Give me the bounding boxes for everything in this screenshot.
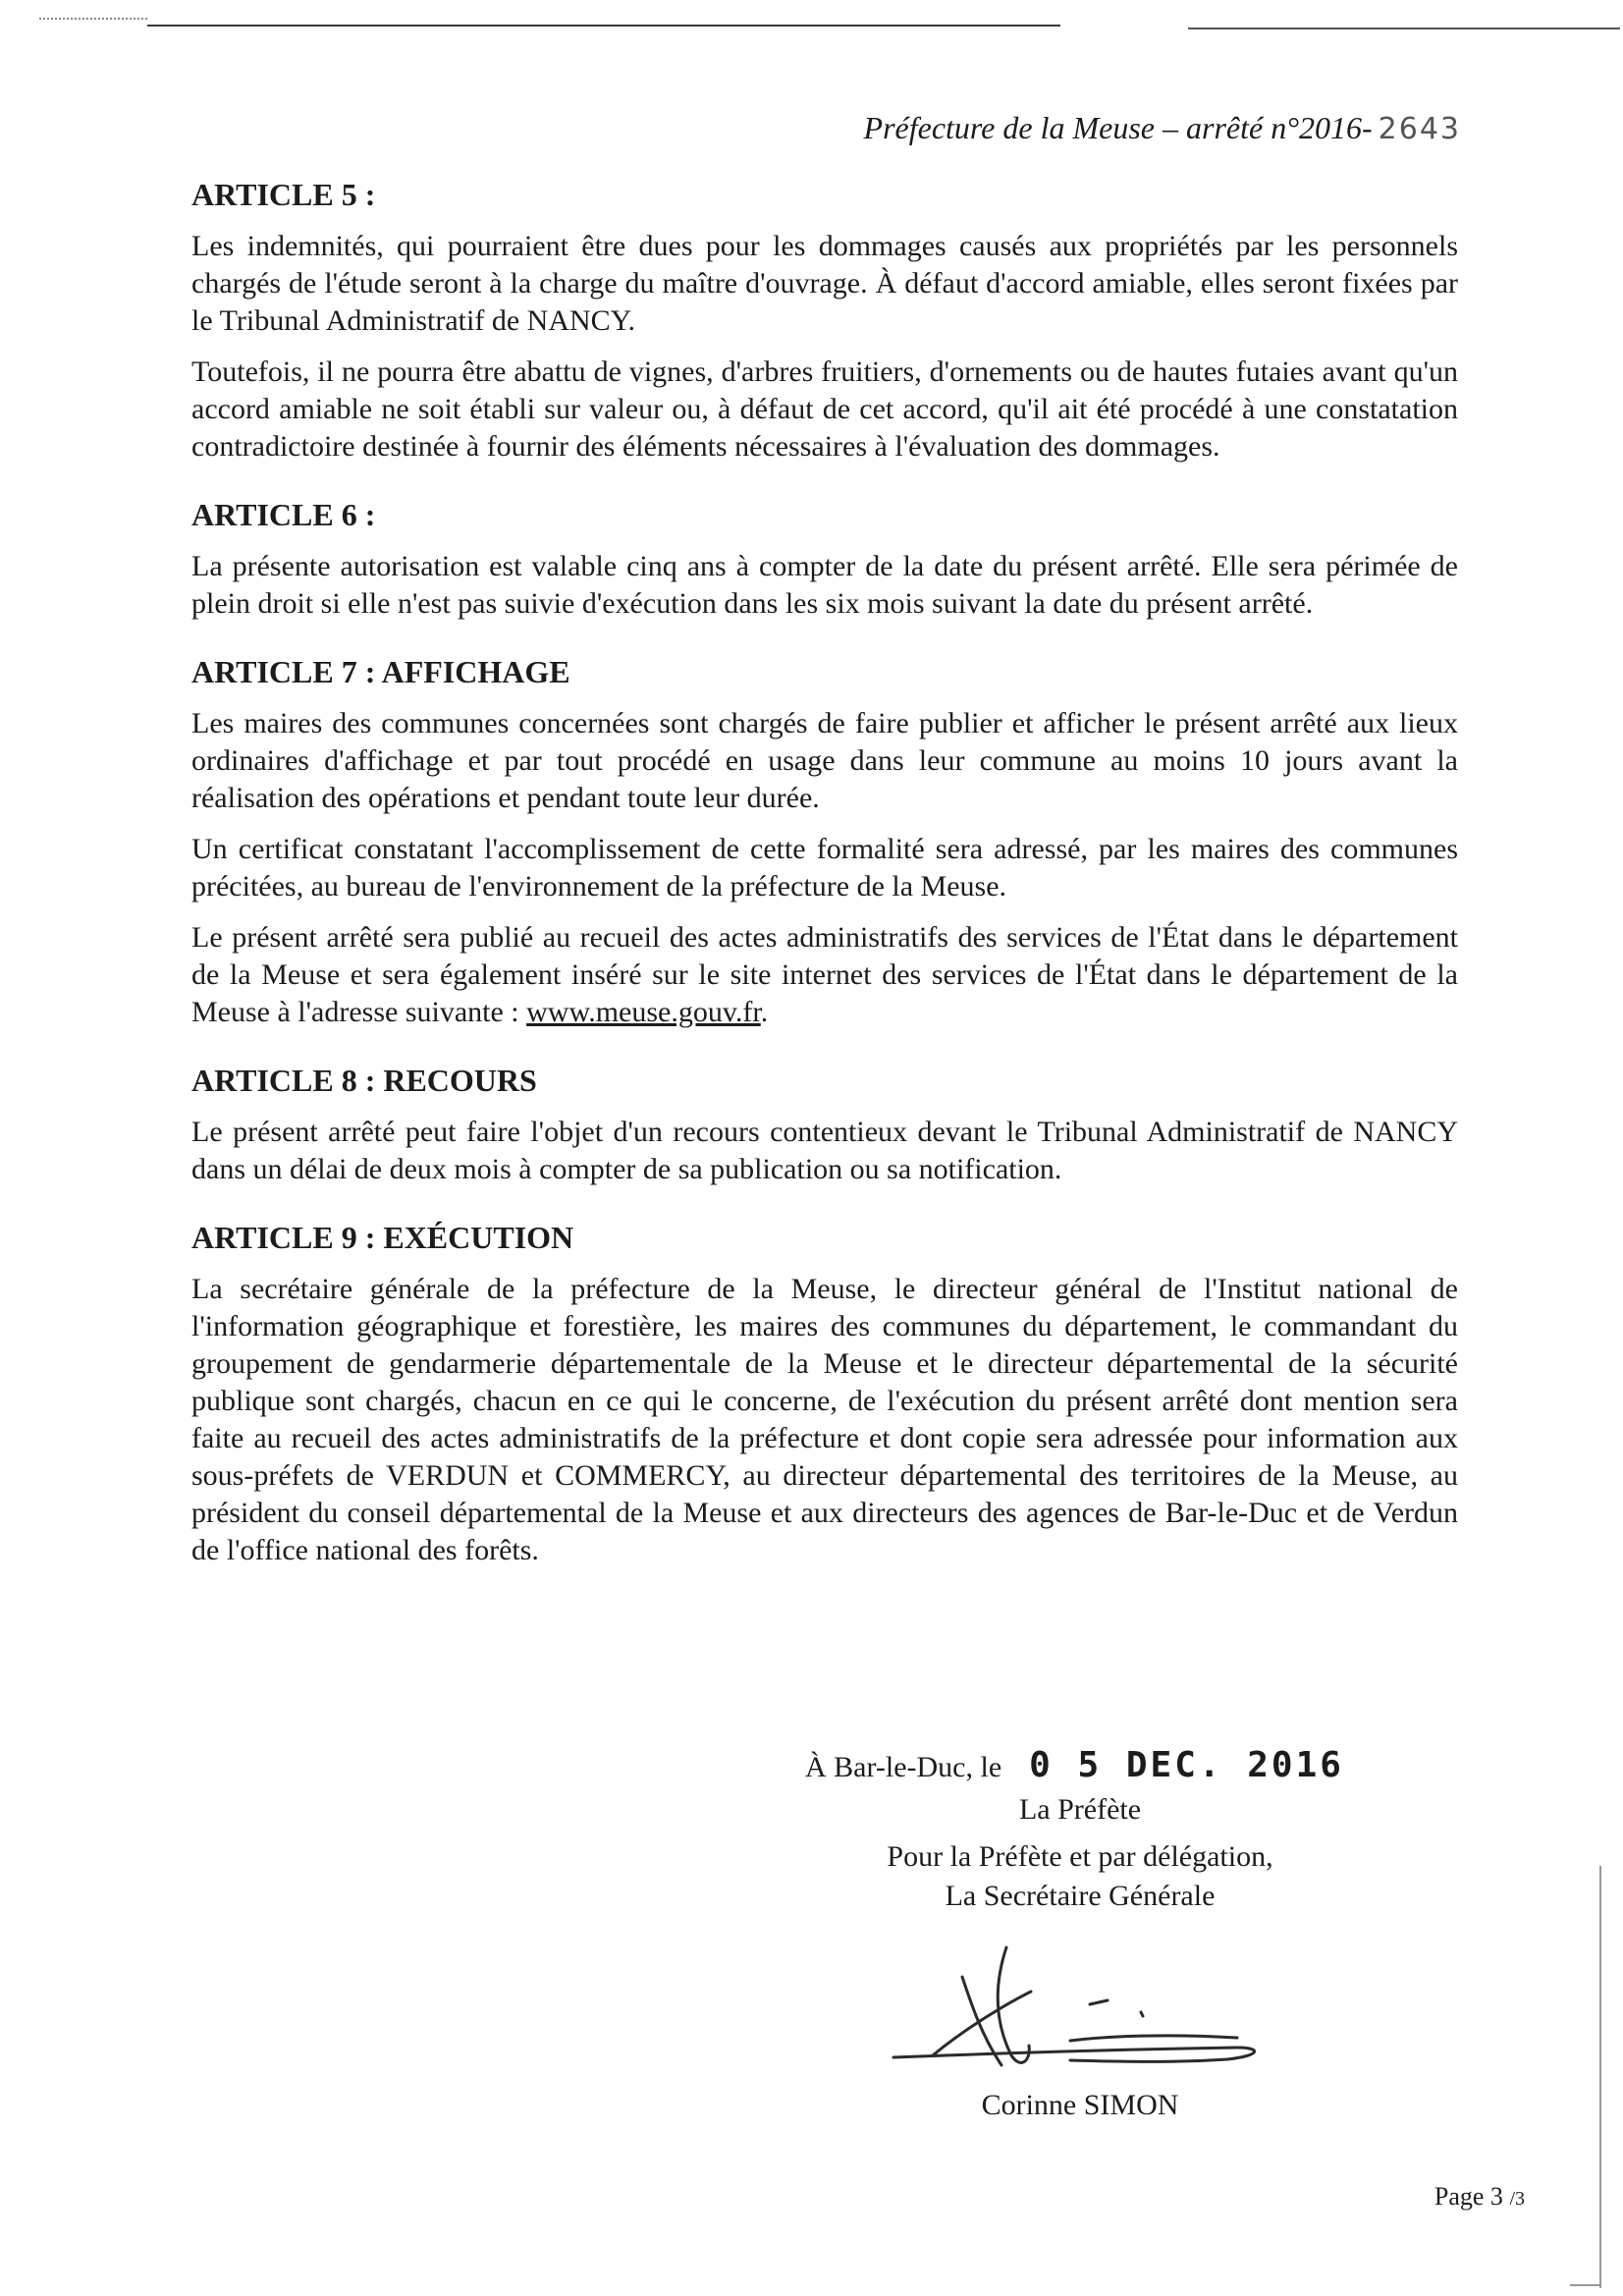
scan-artifact: [1599, 1866, 1601, 2288]
website-link[interactable]: www.meuse.gouv.fr: [526, 996, 761, 1028]
place: À Bar-le-Duc, le: [805, 1751, 1002, 1783]
article-5: [191, 175, 1458, 465]
article-8: [191, 1061, 1458, 1188]
place-date: [805, 1743, 1355, 1790]
delegation-line: La Secrétaire Générale: [945, 1880, 1216, 1912]
article-paragraph: Toutefois, il ne pourra être abattu de vignes, d'arbres fruitiers, d'ornements ou de hautes futaies avant qu'un accord amiable ne soit établi sur valeur ou, à défaut de cet accord, qu'il ait été procédé à une constatation contradictoire destinée à fournir des éléments nécessaires à l'évaluation des dommages.: [191, 355, 1458, 463]
handwritten-number: 2643: [1378, 112, 1461, 146]
paragraph-text: .: [760, 996, 769, 1028]
page-total: /3: [1509, 2188, 1525, 2210]
article-paragraph: Le présent arrêté peut faire l'objet d'un recours contentieux devant le Tribunal Administratif de NANCY dans un délai de deux mois à compter de sa publication ou sa notification.: [191, 1116, 1458, 1185]
article-7: [191, 652, 1458, 1031]
page-number: [1434, 2182, 1525, 2212]
article-title: ARTICLE 5 :: [191, 177, 376, 212]
article-paragraph: Les indemnités, qui pourraient être dues pour les dommages causés aux propriétés par les personnels chargés de l'étude seront à la charge du maître d'ouvrage. À défaut d'accord amiable, elles seront fixées par le Tribunal Administratif de NANCY.: [191, 230, 1458, 337]
scan-artifact: [1570, 2284, 1601, 2286]
article-title: ARTICLE 8 : RECOURS: [191, 1063, 537, 1098]
scan-artifact: [147, 25, 1060, 27]
article-paragraph: Les maires des communes concernées sont chargés de faire publier et afficher le présent arrêté aux lieux ordinaires d'affichage et par tout procédé en usage dans leur commune au moins 10 jours avant la réalisation des opérations et pendant toute leur durée.: [191, 707, 1458, 814]
page-header: [864, 110, 1461, 146]
article-paragraph: La secrétaire générale de la préfecture de la Meuse, le directeur général de l'Institut national de l'information géographique et forestière, les maires des communes du département, le commandant du groupement de gendarmerie départementale de la Meuse et le directeur départemental de la sécurité publique sont chargés, chacun en ce qui le concerne, de l'exécution du présent arrêté dont mention sera faite au recueil des actes administratifs de la préfecture et dont copie sera adressée pour information aux sous-préfets de VERDUN et COMMERCY, au directeur départemental des territoires de la Meuse, au président du conseil départemental de la Meuse et aux directeurs des agences de Bar-le-Duc et de Verdun de l'office national des forêts.: [191, 1273, 1458, 1566]
date-stamp: 0 5 DEC. 2016: [1029, 1745, 1344, 1785]
article-9: [191, 1218, 1458, 1569]
signer-role: La Préfète: [1018, 1793, 1142, 1826]
paragraph-text: Le présent arrêté sera publié au recueil des actes administratifs des services de l'État dans le département de la Meuse et sera également inséré sur le site internet des services de l'État dans le département de la Meuse à l'adresse suivante :: [191, 921, 1458, 1028]
article-6: [191, 495, 1458, 623]
signer-name: Corinne SIMON: [981, 2089, 1179, 2121]
scan-artifact: [1188, 27, 1620, 29]
signature-block: [805, 1743, 1355, 2122]
article-title: ARTICLE 7 : AFFICHAGE: [191, 654, 570, 689]
article-paragraph: [191, 919, 1458, 1031]
article-paragraph: Un certificat constatant l'accomplissement de cette formalité sera adressé, par les maires des communes précitées, au bureau de l'environnement de la préfecture de la Meuse.: [191, 833, 1458, 902]
scan-artifact: [39, 18, 147, 22]
handwritten-signature: [874, 1938, 1286, 2085]
article-title: ARTICLE 9 : EXÉCUTION: [191, 1220, 574, 1255]
delegation-line: Pour la Préfète et par délégation,: [887, 1840, 1273, 1873]
article-paragraph: La présente autorisation est valable cinq ans à compter de la date du présent arrêté. Elle sera périmée de plein droit si elle n'est pas suivie d'exécution dans les six mois suivant la date du présent arrêté.: [191, 550, 1458, 620]
article-title: ARTICLE 6 :: [191, 497, 376, 532]
document-body: [191, 175, 1458, 1599]
page-label: Page 3: [1434, 2182, 1503, 2211]
header-text: Préfecture de la Meuse – arrêté n°2016-: [863, 110, 1373, 145]
